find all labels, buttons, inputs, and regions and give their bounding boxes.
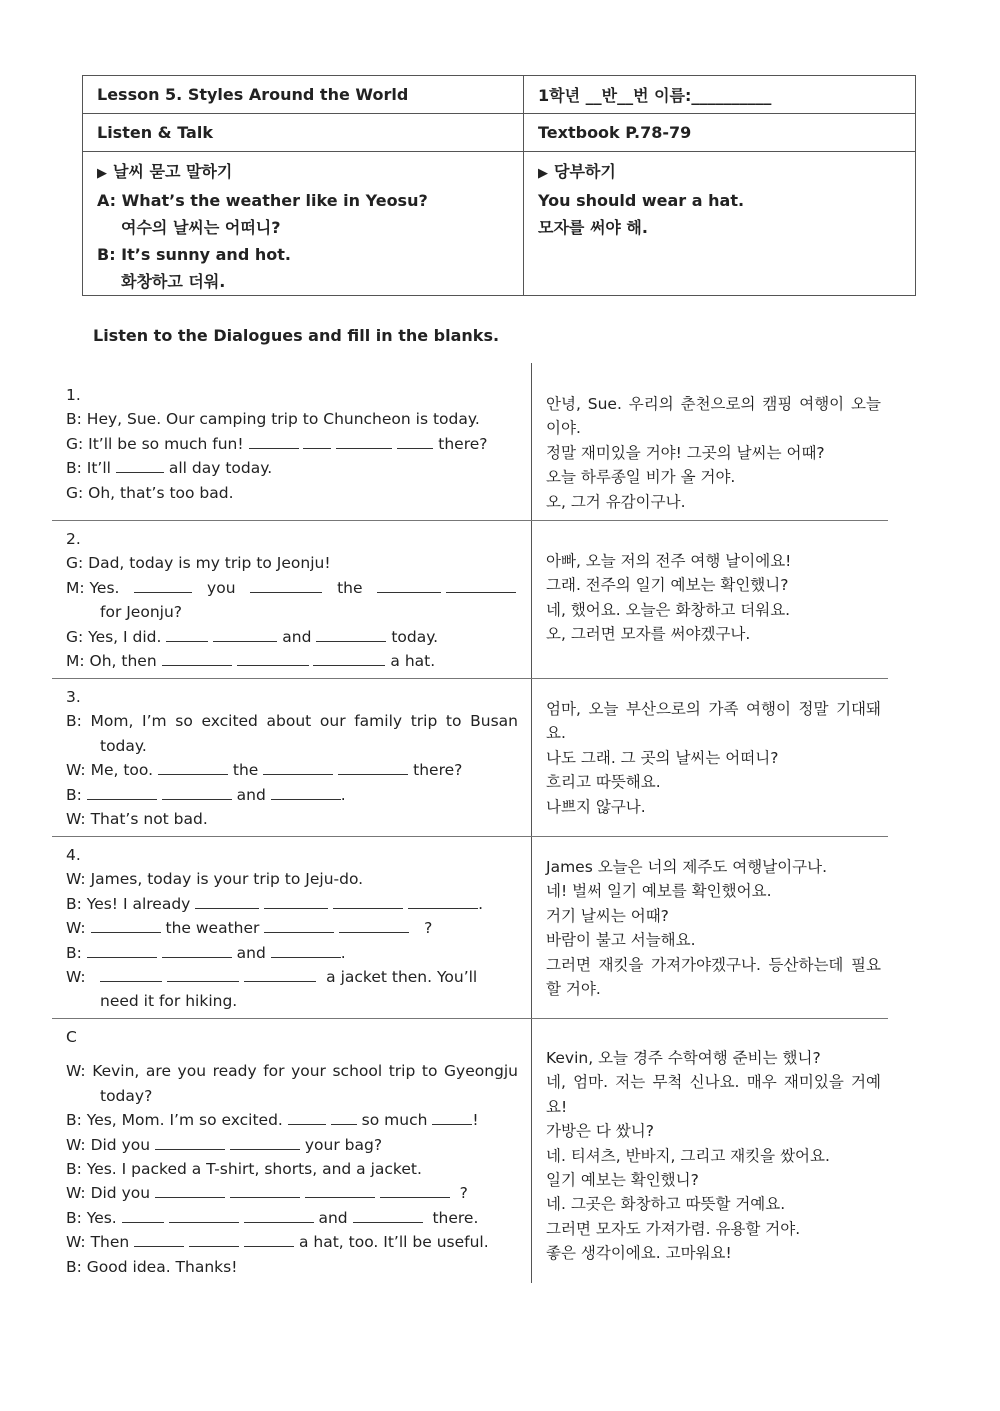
answer-blank[interactable] <box>87 785 157 800</box>
dialogue-line: B: Yes. I packed a T-shirt, shorts, and a jacket. <box>66 1160 422 1179</box>
answer-blank[interactable] <box>288 1110 326 1125</box>
dialogue-line: W: Did you ? <box>66 1184 468 1203</box>
dialogue-number: 4. <box>66 846 81 864</box>
korean-translation: 안녕, Sue. 우리의 춘천으로의 캠핑 여행이 오늘이야. 정말 재미있을 거야! 그곳의 날씨는 어때? 오늘 하루종일 비가 올 거야. 오, 그거 유감이구나. <box>546 395 881 511</box>
answer-blank[interactable] <box>134 1232 184 1247</box>
dialogue-c <box>52 1019 888 1283</box>
answer-blank[interactable] <box>377 578 441 593</box>
advice-expression-box <box>524 152 916 296</box>
lesson-header-table <box>82 75 916 296</box>
answer-blank[interactable] <box>244 1232 294 1247</box>
dialogue-line: B: Mom, I’m so excited about our family trip to Busan today. <box>66 712 518 755</box>
answer-blank[interactable] <box>169 1208 239 1223</box>
dialogue-line: W: a jacket then. You’ll <box>66 968 478 987</box>
dialogue-line: need it for hiking. <box>100 992 238 1011</box>
dialogue-line: B: and . <box>66 785 346 804</box>
triangle-bullet-icon: ▶ <box>97 166 107 181</box>
answer-blank[interactable] <box>339 918 409 933</box>
student-info: 1학년 __반__번 이름:__________ <box>524 76 916 114</box>
answer-blank[interactable] <box>331 1110 357 1125</box>
answer-blank[interactable] <box>155 1135 225 1150</box>
dialogue-line: B: Yes, Mom. I’m so excited. so much ! <box>66 1111 479 1130</box>
korean-translation: James 오늘은 너의 제주도 여행날이구나. 네! 벌써 일기 예보를 확인했어요. 거기 날씨는 어때? 바람이 불고 서늘해요. 그러면 재킷을 가져가야겠구나. 등산하는데 필요할 거야. <box>546 858 881 999</box>
answer-blank[interactable] <box>100 967 162 982</box>
dialogue-line: M: Yes. you the <box>66 576 518 600</box>
answer-blank[interactable] <box>263 760 333 775</box>
dialogue-line: W: Did you your bag? <box>66 1135 383 1154</box>
answer-blank[interactable] <box>162 651 232 666</box>
answer-blank[interactable] <box>162 943 232 958</box>
answer-blank[interactable] <box>189 1232 239 1247</box>
dialogue-line: W: James, today is your trip to Jeju-do. <box>66 870 364 889</box>
answer-blank[interactable] <box>338 760 408 775</box>
dialogue-line: M: Oh, then a hat. <box>66 652 436 671</box>
korean-translation: 아빠, 오늘 저의 전주 여행 날이에요! 그래. 전주의 일기 예보는 확인했니? 네, 했어요. 오늘은 화창하고 더워요. 오, 그러면 모자를 써야겠구나. <box>546 552 792 644</box>
korean-translation: 엄마, 오늘 부산으로의 가족 여행이 정말 기대돼요. 나도 그래. 그 곳의 날씨는 어떠니? 흐리고 따뜻해요. 나쁘지 않구나. <box>546 700 881 816</box>
korean-translation: Kevin, 오늘 경주 수학여행 준비는 했니? 네, 엄마. 저는 무척 신나요. 매우 재미있을 거예요! 가방은 다 쌌니? 네. 티셔츠, 반바지, 그리고 재킷을 쌌어요. 일기 예보는 확인했니? 네. 그곳은 화창하고 따뜻할 거예요. 그러면 모자도 가져가렴. 유용할 거야. 좋은 생각이에요. 고마워요! <box>546 1049 881 1263</box>
dialogue-line: W: Kevin, are you ready for your school trip to Gyeongju today? <box>66 1062 518 1105</box>
expression-line: A: What’s the weather like in Yeosu? <box>97 191 428 210</box>
dialogue-2 <box>52 521 888 679</box>
answer-blank[interactable] <box>380 1183 450 1198</box>
answer-blank[interactable] <box>432 1110 472 1125</box>
dialogue-line: W: the weather ? <box>66 919 433 938</box>
answer-blank[interactable] <box>134 578 192 593</box>
answer-blank[interactable] <box>87 943 157 958</box>
dialogue-number: 3. <box>66 688 81 706</box>
instruction: Listen to the Dialogues and fill in the blanks. <box>93 326 500 345</box>
dialogue-line: B: and . <box>66 943 346 962</box>
dialogue-line: B: Hey, Sue. Our camping trip to Chuncheon is today. <box>66 410 480 429</box>
answer-blank[interactable] <box>264 894 328 909</box>
dialogue-line: for Jeonju? <box>100 603 183 622</box>
answer-blank[interactable] <box>230 1135 300 1150</box>
expression-line: 모자를 써야 해. <box>538 218 648 237</box>
answer-blank[interactable] <box>408 894 478 909</box>
answer-blank[interactable] <box>250 578 322 593</box>
box-title: 날씨 묻고 말하기 <box>113 162 233 181</box>
lesson-title: Lesson 5. Styles Around the World <box>83 76 524 114</box>
weather-expression-box <box>83 152 524 296</box>
dialogue-line: G: Oh, that’s too bad. <box>66 483 234 502</box>
dialogue-line: G: It’ll be so much fun! there? <box>66 434 488 453</box>
answer-blank[interactable] <box>353 1208 423 1223</box>
answer-blank[interactable] <box>313 651 385 666</box>
answer-blank[interactable] <box>167 967 239 982</box>
triangle-bullet-icon: ▶ <box>538 166 548 181</box>
answer-blank[interactable] <box>249 434 299 449</box>
answer-blank[interactable] <box>303 434 331 449</box>
answer-blank[interactable] <box>155 1183 225 1198</box>
dialogue-line: W: Then a hat, too. It’ll be useful. <box>66 1233 489 1252</box>
answer-blank[interactable] <box>271 785 341 800</box>
dialogue-4 <box>52 837 888 1019</box>
dialogue-number: 1. <box>66 386 81 404</box>
answer-blank[interactable] <box>237 651 309 666</box>
answer-blank[interactable] <box>230 1183 300 1198</box>
expression-line: You should wear a hat. <box>538 191 745 210</box>
answer-blank[interactable] <box>271 943 341 958</box>
answer-blank[interactable] <box>158 760 228 775</box>
answer-blank[interactable] <box>244 1208 314 1223</box>
dialogue-line: B: Good idea. Thanks! <box>66 1257 238 1276</box>
textbook-pages: Textbook P.78-79 <box>524 114 916 152</box>
box-title: 당부하기 <box>554 162 616 181</box>
expression-line: 여수의 날씨는 어떠니? <box>121 218 281 237</box>
answer-blank[interactable] <box>91 918 161 933</box>
answer-blank[interactable] <box>122 1208 164 1223</box>
answer-blank[interactable] <box>446 578 516 593</box>
answer-blank[interactable] <box>162 785 232 800</box>
answer-blank[interactable] <box>336 434 392 449</box>
section-title: Listen & Talk <box>83 114 524 152</box>
answer-blank[interactable] <box>195 894 259 909</box>
answer-blank[interactable] <box>213 627 277 642</box>
dialogue-line: W: That’s not bad. <box>66 810 208 829</box>
answer-blank[interactable] <box>316 627 386 642</box>
expression-line: 화창하고 더워. <box>121 272 226 291</box>
dialogue-1 <box>52 363 888 521</box>
dialogue-number: 2. <box>66 530 81 548</box>
dialogue-line: B: Yes! I already . <box>66 894 484 913</box>
expression-line: B: It’s sunny and hot. <box>97 245 291 264</box>
dialogue-line: G: Yes, I did. and today. <box>66 627 439 646</box>
answer-blank[interactable] <box>397 434 433 449</box>
dialogue-3 <box>52 679 888 837</box>
answer-blank[interactable] <box>166 627 208 642</box>
answer-blank[interactable] <box>244 967 316 982</box>
dialogue-line: W: Me, too. the there? <box>66 761 463 780</box>
answer-blank[interactable] <box>333 894 403 909</box>
answer-blank[interactable] <box>264 918 334 933</box>
answer-blank[interactable] <box>116 458 164 473</box>
answer-blank[interactable] <box>305 1183 375 1198</box>
dialogue-line: B: It’ll all day today. <box>66 459 273 478</box>
dialogue-line: G: Dad, today is my trip to Jeonju! <box>66 554 331 573</box>
dialogue-exercises <box>52 363 888 1283</box>
dialogue-number: C <box>66 1028 77 1046</box>
dialogue-line: B: Yes. and there. <box>66 1208 479 1227</box>
